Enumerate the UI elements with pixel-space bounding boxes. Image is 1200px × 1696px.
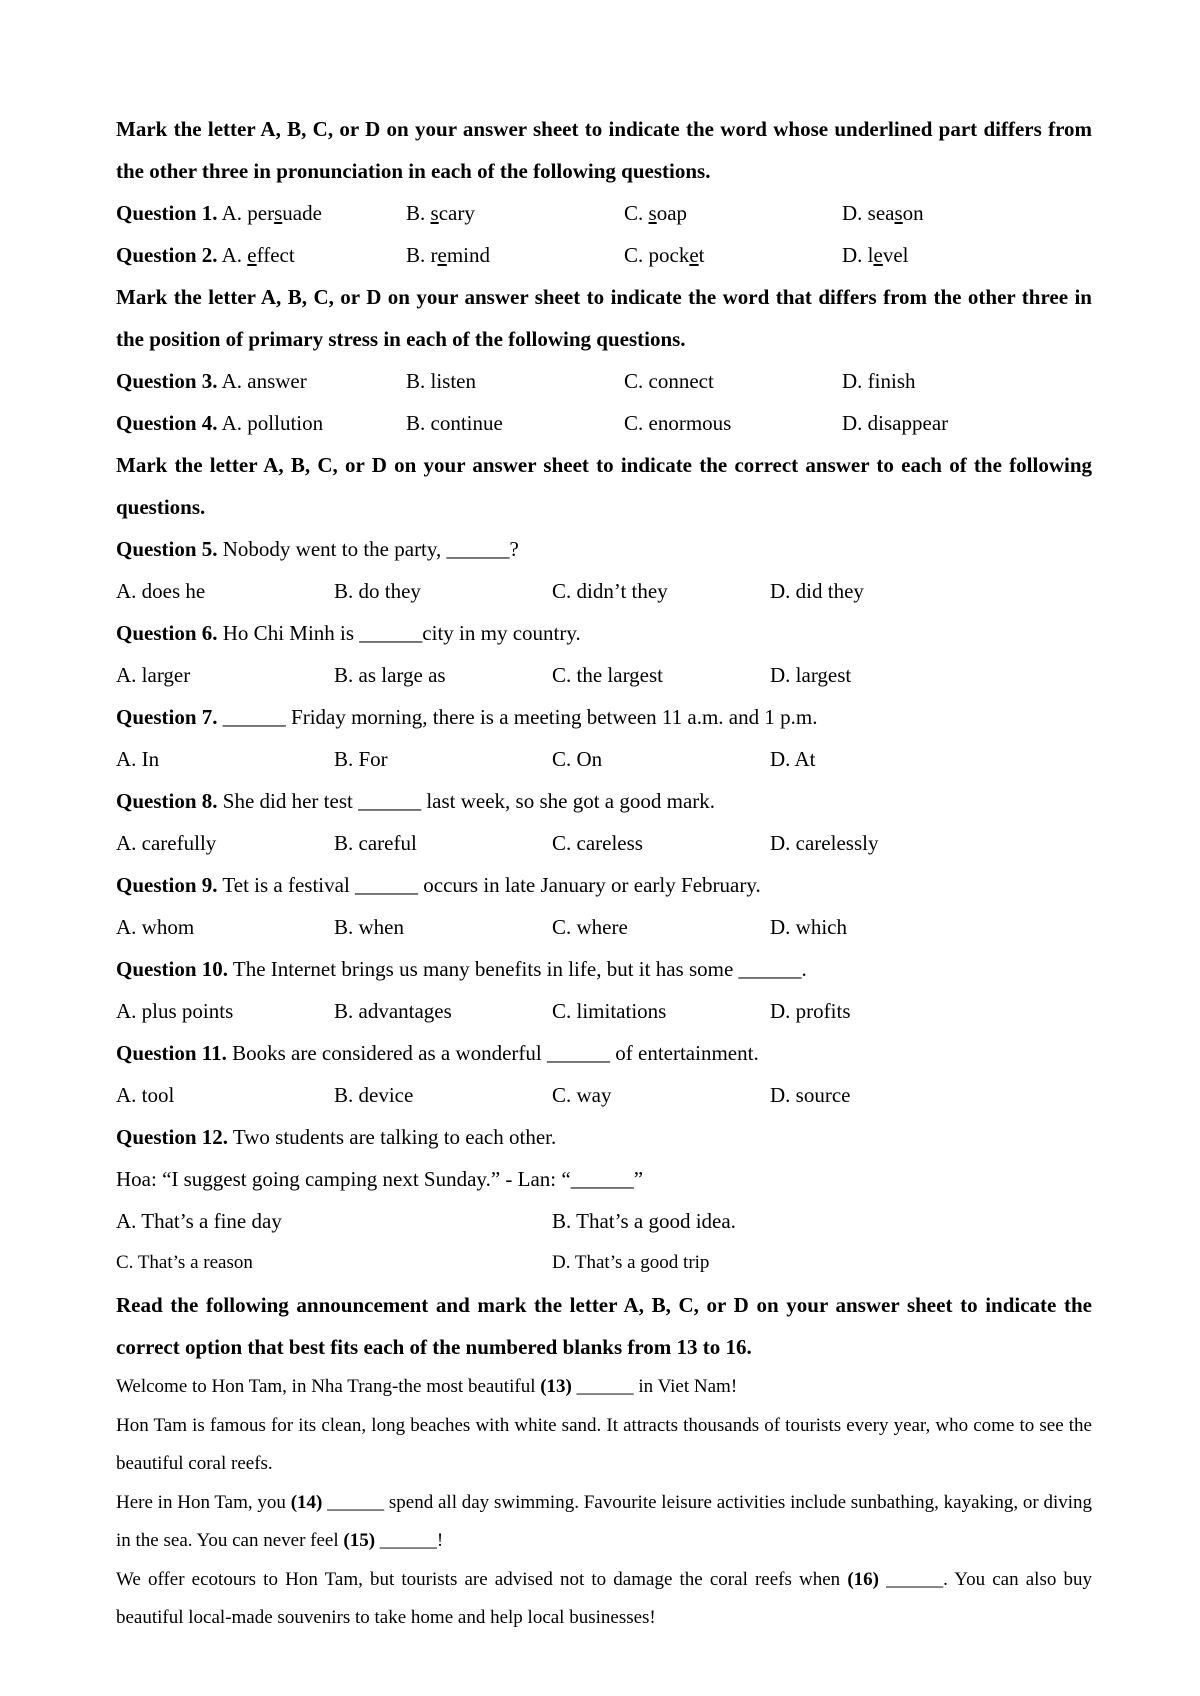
question-12-options-row2 — [116, 1242, 1092, 1284]
underlined-part: s — [894, 201, 903, 225]
option-text: B. r — [406, 243, 438, 267]
question-12-stem — [116, 1116, 1092, 1158]
option-d: D. At — [770, 747, 816, 771]
question-text: The Internet brings us many benefits in life, but it has some ______. — [228, 957, 807, 981]
underlined-part: s — [430, 201, 439, 225]
question-text: Tet is a festival ______ occurs in late January or early February. — [217, 873, 761, 897]
option-text: uade — [282, 201, 322, 225]
option-text: A. answer — [221, 369, 307, 393]
underlined-part: e — [247, 243, 257, 267]
question-11-options — [116, 1074, 1092, 1116]
option-c: C. connect — [624, 369, 714, 393]
option-c: C. limitations — [552, 999, 667, 1023]
passage-paragraph-2: Hon Tam is famous for its clean, long beaches with white sand. It attracts thousands of tourists every year, who come to see the beautiful coral reefs. — [116, 1414, 1092, 1474]
question-label: Question 11. — [116, 1041, 227, 1065]
option-text: ffect — [256, 243, 295, 267]
exam-page — [116, 108, 1092, 1638]
underlined-part: e — [689, 243, 699, 267]
option-text: A. — [221, 243, 248, 267]
blank-number: (16) — [847, 1568, 879, 1590]
option-a: A. does he — [116, 579, 206, 603]
option-c: C. didn’t they — [552, 579, 668, 603]
question-5-options — [116, 570, 1092, 612]
option-b: B. do they — [334, 579, 421, 603]
question-2 — [116, 234, 1092, 276]
question-12-dialog: Hoa: “I suggest going camping next Sunday.” - Lan: “______” — [116, 1167, 644, 1191]
option-b: B. listen — [406, 369, 477, 393]
option-c: C. careless — [552, 831, 643, 855]
blank-number: (14) — [290, 1491, 323, 1513]
section-4-instruction: Read the following announcement and mark the letter A, B, C, or D on your answer sheet to indicate the correct option that best fits each of the numbered blanks from 13 to 16. — [116, 1293, 1092, 1359]
section-2-instruction: Mark the letter A, B, C, or D on your answer sheet to indicate the word that differs from the other three in the position of primary stress in each of the following questions. — [116, 285, 1092, 351]
question-label: Question 12. — [116, 1125, 229, 1149]
passage-text: ______. You can also buy beautiful local-made souvenirs to take home and help local businesses! — [116, 1568, 1092, 1628]
option-text: cary — [438, 201, 475, 225]
question-text: Ho Chi Minh is ______city in my country. — [217, 621, 581, 645]
passage-text: Here in Hon Tam, you — [116, 1491, 291, 1513]
question-6-stem — [116, 612, 1092, 654]
question-label: Question 1. — [116, 201, 218, 225]
option-text: oap — [656, 201, 688, 225]
passage-paragraph-1 — [116, 1368, 1092, 1407]
option-c: C. way — [552, 1083, 612, 1107]
option-a: A. carefully — [116, 831, 217, 855]
option-b: B. device — [334, 1083, 414, 1107]
underlined-part: s — [648, 201, 657, 225]
question-3 — [116, 360, 1092, 402]
question-label: Question 7. — [116, 705, 218, 729]
section-1-instruction: Mark the letter A, B, C, or D on your answer sheet to indicate the word whose underlined part differs from the other three in pronunciation in each of the following questions. — [116, 117, 1092, 183]
option-text: vel — [882, 243, 909, 267]
option-text: B. — [406, 201, 431, 225]
option-c: C. On — [552, 747, 603, 771]
option-a — [116, 234, 406, 276]
option-d: D. did they — [770, 579, 864, 603]
question-text: ______ Friday morning, there is a meeting between 11 a.m. and 1 p.m. — [217, 705, 818, 729]
passage-text: ______! — [375, 1530, 444, 1551]
blank-number: (15) — [343, 1530, 376, 1551]
option-text: C. pock — [624, 243, 690, 267]
option-b: B. as large as — [334, 663, 446, 687]
underlined-part: e — [437, 243, 447, 267]
passage-text: ______ spend all day swimming. Favourite leisure activities include sunbathing, kayaking, or diving in the sea. You can never feel — [116, 1491, 1093, 1551]
option-a: A. plus points — [116, 999, 234, 1023]
option-text: A. per — [221, 201, 275, 225]
question-text: Books are considered as a wonderful ______ of entertainment. — [226, 1041, 759, 1065]
option-text: t — [698, 243, 705, 267]
question-4 — [116, 402, 1092, 444]
question-12-options-row1 — [116, 1200, 1092, 1242]
question-label: Question 8. — [116, 789, 218, 813]
question-9-options — [116, 906, 1092, 948]
option-d: D. largest — [770, 663, 852, 687]
option-text: mind — [446, 243, 490, 267]
option-d: D. which — [770, 915, 847, 939]
blank-number: (13) — [540, 1376, 572, 1397]
option-b: B. continue — [406, 411, 503, 435]
option-a: A. tool — [116, 1083, 175, 1107]
option-a: A. In — [116, 747, 160, 771]
option-d: D. disappear — [842, 411, 949, 435]
question-label: Question 4. — [116, 411, 218, 435]
option-a — [116, 402, 406, 444]
option-a: A. larger — [116, 663, 191, 687]
question-5-stem — [116, 528, 1092, 570]
option-text: on — [902, 201, 924, 225]
option-b — [406, 192, 624, 234]
option-text: A. pollution — [221, 411, 324, 435]
question-7-options — [116, 738, 1092, 780]
announcement-passage — [116, 1368, 1092, 1638]
question-7-stem — [116, 696, 1092, 738]
question-label: Question 6. — [116, 621, 218, 645]
underlined-part: e — [873, 243, 883, 267]
option-b: B. advantages — [334, 999, 452, 1023]
option-d: D. carelessly — [770, 831, 879, 855]
section-3-instruction: Mark the letter A, B, C, or D on your answer sheet to indicate the correct answer to each of the following questions. — [116, 453, 1092, 519]
option-c — [624, 192, 842, 234]
question-text: Nobody went to the party, ______? — [217, 537, 519, 561]
option-b: B. when — [334, 915, 404, 939]
option-d: D. source — [770, 1083, 851, 1107]
underlined-part: s — [274, 201, 283, 225]
passage-text: We offer ecotours to Hon Tam, but tourists are advised not to damage the coral reefs when — [116, 1568, 848, 1590]
option-text: C. — [624, 201, 649, 225]
option-d: D. profits — [770, 999, 851, 1023]
option-a — [116, 192, 406, 234]
passage-paragraph-3 — [116, 1484, 1092, 1561]
option-a: A. That’s a fine day — [116, 1209, 282, 1233]
option-c: C. where — [552, 915, 628, 939]
option-a — [116, 360, 406, 402]
passage-text: ______ in Viet Nam! — [571, 1376, 738, 1397]
option-b: B. careful — [334, 831, 417, 855]
option-c: C. enormous — [624, 411, 732, 435]
question-label: Question 3. — [116, 369, 218, 393]
option-a: A. whom — [116, 915, 195, 939]
question-1 — [116, 192, 1092, 234]
option-d: D. That’s a good trip — [552, 1252, 710, 1273]
question-text: Two students are talking to each other. — [228, 1125, 557, 1149]
option-d: D. finish — [842, 369, 916, 393]
question-text: She did her test ______ last week, so she got a good mark. — [217, 789, 716, 813]
option-text: D. sea — [842, 201, 895, 225]
option-c — [624, 234, 842, 276]
question-8-stem — [116, 780, 1092, 822]
question-10-options — [116, 990, 1092, 1032]
option-b: B. That’s a good idea. — [552, 1209, 736, 1233]
question-11-stem — [116, 1032, 1092, 1074]
question-10-stem — [116, 948, 1092, 990]
question-label: Question 10. — [116, 957, 229, 981]
question-label: Question 2. — [116, 243, 218, 267]
passage-paragraph-4 — [116, 1561, 1092, 1638]
option-text: D. l — [842, 243, 874, 267]
question-label: Question 5. — [116, 537, 218, 561]
option-d — [842, 192, 1092, 234]
option-c: C. the largest — [552, 663, 664, 687]
question-9-stem — [116, 864, 1092, 906]
option-b — [406, 234, 624, 276]
option-b: B. For — [334, 747, 388, 771]
question-label: Question 9. — [116, 873, 218, 897]
option-c: C. That’s a reason — [116, 1252, 253, 1273]
question-6-options — [116, 654, 1092, 696]
passage-text: Welcome to Hon Tam, in Nha Trang-the most beautiful — [116, 1376, 541, 1397]
question-8-options — [116, 822, 1092, 864]
option-d — [842, 234, 1092, 276]
